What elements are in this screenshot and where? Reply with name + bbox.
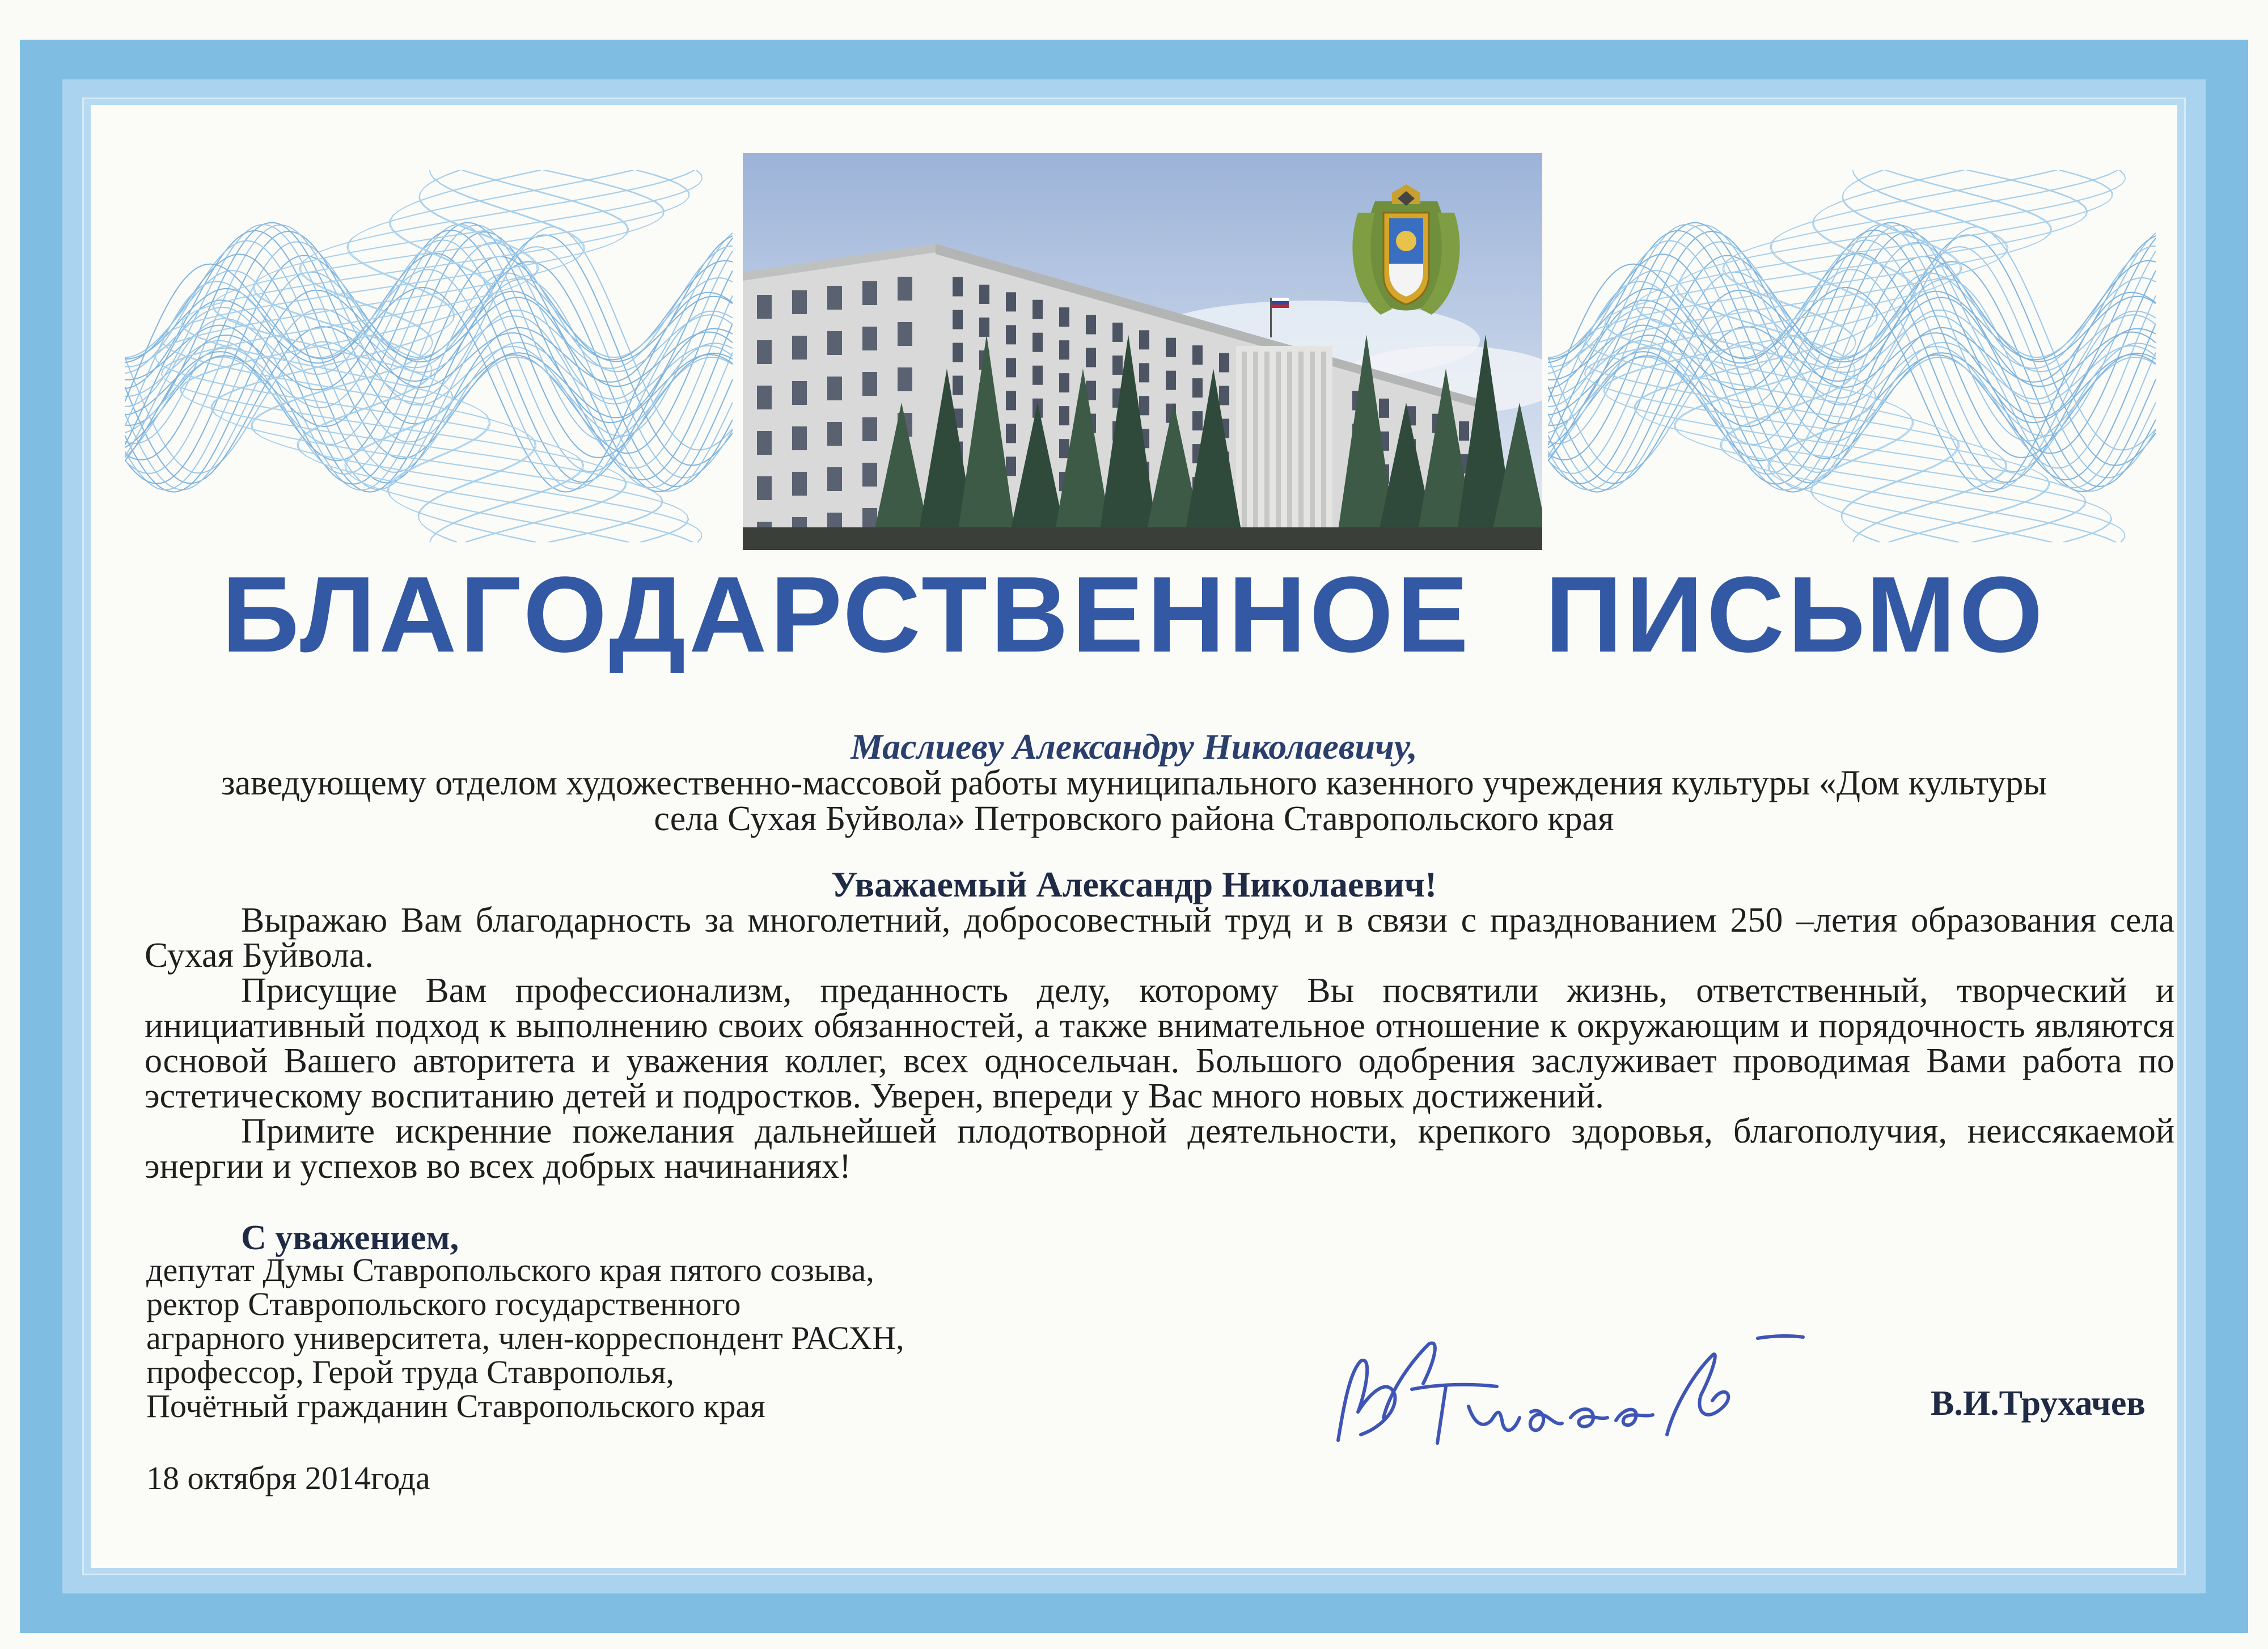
- building-window: [1033, 300, 1043, 319]
- building-window: [862, 327, 877, 350]
- recipient-position-line-1: заведующему отделом художественно-массовой работы муниципального казенного учреждения культуры «Дом культуры: [221, 764, 2047, 802]
- building-window: [1139, 396, 1149, 415]
- building-window: [1006, 358, 1016, 377]
- building-window: [827, 331, 842, 355]
- building-window: [1112, 323, 1123, 342]
- building-window: [792, 426, 807, 450]
- guilloche-line: [1548, 243, 2156, 474]
- building-window: [979, 285, 989, 304]
- signer-name: В.И.Трухачев: [1931, 1384, 2146, 1423]
- signer-title-line: Почётный гражданин Ставропольского края: [146, 1388, 765, 1424]
- signer-titles: [146, 1253, 904, 1423]
- building-window: [827, 377, 842, 400]
- government-building-photo: [743, 153, 1542, 550]
- guilloche-line: [125, 246, 733, 490]
- building-window: [1059, 439, 1069, 458]
- signer-title-line: ректор Ставропольского государственного: [146, 1286, 741, 1322]
- building-window: [953, 310, 963, 329]
- portico-column: [1321, 352, 1326, 544]
- building-window: [898, 322, 912, 346]
- portico-column: [1264, 352, 1270, 544]
- building-window: [1166, 371, 1176, 390]
- portico-column: [1253, 352, 1258, 544]
- building-window: [1379, 399, 1389, 418]
- signer-title-line: аграрного университета, член-корреспондент РАСХН,: [146, 1320, 904, 1356]
- portico-column: [1287, 352, 1292, 544]
- guilloche-line: [125, 233, 733, 472]
- building-window: [1006, 391, 1016, 410]
- paragraph: Примите искренние пожелания дальнейшей плодотворной деятельности, крепкого здоровья, благополучия, неиссякаемой энергии и успехов во всех добрых начинаниях!: [145, 1112, 2174, 1186]
- building-window: [1059, 373, 1069, 392]
- building-window: [757, 476, 772, 500]
- building-window: [1033, 366, 1043, 385]
- coat-of-arms-icon: [1341, 179, 1471, 326]
- building-window: [1059, 340, 1069, 360]
- building-window: [1006, 456, 1016, 476]
- building-window: [862, 463, 877, 487]
- guilloche-line: [125, 235, 733, 484]
- building-window: [792, 472, 807, 496]
- building-window: [953, 343, 963, 362]
- building-window: [898, 277, 912, 301]
- regards: С уважением,: [241, 1219, 459, 1257]
- building-window: [1139, 330, 1149, 349]
- building-window: [1219, 353, 1229, 373]
- building-window: [1459, 421, 1469, 441]
- building-window: [1059, 307, 1069, 327]
- building-window: [757, 431, 772, 455]
- building-window: [1192, 411, 1203, 430]
- guilloche-line: [125, 236, 733, 483]
- building-window: [1219, 386, 1229, 405]
- letter-body: [145, 903, 2174, 1184]
- building-window: [792, 336, 807, 360]
- building-window: [953, 376, 963, 395]
- guilloche-line: [125, 243, 733, 474]
- building-window: [1086, 348, 1096, 367]
- building-window: [1166, 338, 1176, 357]
- paragraph: Выражаю Вам благодарность за многолетний, добросовестный труд и в связи с празднованием 250 –летия образования села Сухая Буйвола.: [145, 901, 2174, 975]
- building-window: [757, 340, 772, 364]
- building-window: [792, 290, 807, 314]
- building-window: [1192, 345, 1203, 365]
- guilloche-pattern-right: [1548, 170, 2157, 544]
- recipient-position-line-2: села Сухая Буйвола» Петровского района Ставропольского края: [654, 800, 1614, 838]
- building-window: [792, 381, 807, 405]
- building-window: [1006, 325, 1016, 344]
- building-window: [1059, 406, 1069, 425]
- building-window: [827, 422, 842, 446]
- guilloche-line: [1548, 235, 2156, 484]
- portico-column: [1298, 352, 1304, 544]
- building-window: [1192, 378, 1203, 398]
- handwritten-signature: [1327, 1321, 1809, 1469]
- building-window: [1006, 424, 1016, 443]
- guilloche-line: [1548, 236, 2156, 483]
- building-window: [953, 277, 963, 297]
- document-date: 18 октября 2014года: [146, 1460, 430, 1496]
- portico-column: [1276, 352, 1281, 544]
- building-window: [979, 318, 989, 337]
- guilloche-line: [125, 247, 733, 489]
- portico-column: [1242, 352, 1247, 544]
- guilloche-line: [1548, 246, 2156, 490]
- recipient-name: Маслиеву Александру Николаевичу,: [850, 726, 1417, 767]
- salutation: Уважаемый Александр Николаевич!: [831, 864, 1437, 904]
- guilloche-line: [1548, 233, 2156, 472]
- building-window: [757, 295, 772, 319]
- building-window: [862, 417, 877, 441]
- signer-title-line: профессор, Герой труда Ставрополья,: [146, 1354, 675, 1390]
- building-window: [898, 367, 912, 391]
- building-window: [1006, 292, 1016, 311]
- guilloche-pattern-left: [125, 170, 734, 544]
- guilloche-line: [1548, 247, 2156, 489]
- building-window: [862, 281, 877, 305]
- building-window: [1112, 356, 1123, 375]
- paragraph: Присущие Вам профессионализм, преданность делу, которому Вы посвятили жизнь, ответственный, творческий и инициативный подход к выполнению своих обязанностей, а также внимательное отношение к окружающим и порядочность являются основой Вашего авторитета и уважения коллег, всех односельчан. Большого одобрения заслуживает проводимая Вами работа по эстетическому воспитанию детей и подростков. Уверен, впереди у Вас много новых достижений.: [145, 971, 2174, 1115]
- building-window: [862, 372, 877, 396]
- portico-column: [1310, 352, 1315, 544]
- building-window: [1139, 363, 1149, 382]
- document-title: БЛАГОДАРСТВЕННОЕ ПИСЬМО: [222, 555, 2046, 675]
- building-window: [827, 286, 842, 310]
- building-window: [1086, 315, 1096, 335]
- building-window: [757, 386, 772, 409]
- building-window: [1033, 333, 1043, 352]
- building-window: [827, 467, 842, 491]
- signer-title-line: депутат Думы Ставропольского края пятого созыва,: [146, 1251, 874, 1288]
